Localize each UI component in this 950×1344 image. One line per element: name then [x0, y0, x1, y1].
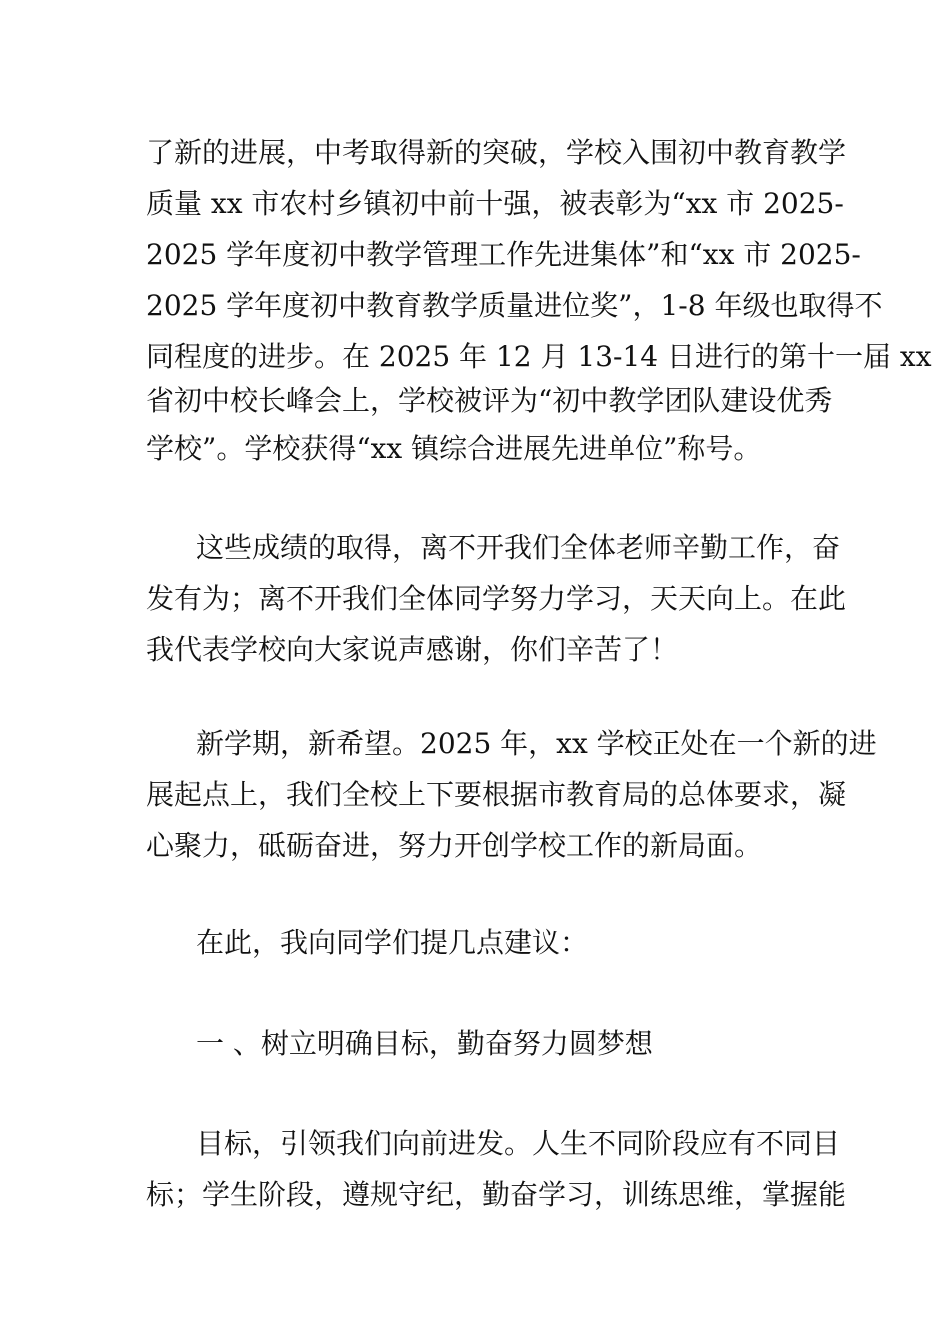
paragraph-1-line-5: 同程度的进步。在 2025 年 12 月 13-14 日进行的第十一届 xx — [146, 340, 932, 373]
paragraph-3-line-1: 新学期，新希望。2025 年，xx 学校正处在一个新的进 — [196, 727, 877, 760]
paragraph-6-line-2: 标；学生阶段，遵规守纪，勤奋学习，训练思维，掌握能 — [146, 1178, 847, 1211]
paragraph-1-line-3: 2025 学年度初中教学管理工作先进集体”和“xx 市 2025- — [146, 238, 861, 271]
section-heading-1: 一 、树立明确目标，勤奋努力圆梦想 — [196, 1027, 653, 1060]
paragraph-1-line-6: 省初中校长峰会上，学校被评为“初中教学团队建设优秀 — [146, 384, 833, 417]
paragraph-2-line-3: 我代表学校向大家说声感谢，你们辛苦了！ — [146, 633, 679, 666]
paragraph-1-line-4: 2025 学年度初中教育教学质量进位奖”，1-8 年级也取得不 — [146, 289, 883, 322]
paragraph-3-line-2: 展起点上，我们全校上下要根据市教育局的总体要求，凝 — [146, 778, 847, 811]
paragraph-3-line-3: 心聚力，砥砺奋进，努力开创学校工作的新局面。 — [146, 829, 763, 862]
paragraph-2-line-2: 发有为；离不开我们全体同学努力学习，天天向上。在此 — [146, 582, 847, 615]
paragraph-1-line-2: 质量 xx 市农村乡镇初中前十强，被表彰为“xx 市 2025- — [146, 187, 844, 220]
paragraph-4-line-1: 在此，我向同学们提几点建议： — [196, 926, 589, 959]
paragraph-6-line-1: 目标，引领我们向前进发。人生不同阶段应有不同目 — [196, 1127, 841, 1160]
paragraph-1-line-7: 学校”。学校获得“xx 镇综合进展先进单位”称号。 — [146, 432, 762, 465]
paragraph-1-line-1: 了新的进展，中考取得新的突破，学校入围初中教育教学 — [146, 136, 847, 169]
paragraph-2-line-1: 这些成绩的取得，离不开我们全体老师辛勤工作，奋 — [196, 531, 841, 564]
